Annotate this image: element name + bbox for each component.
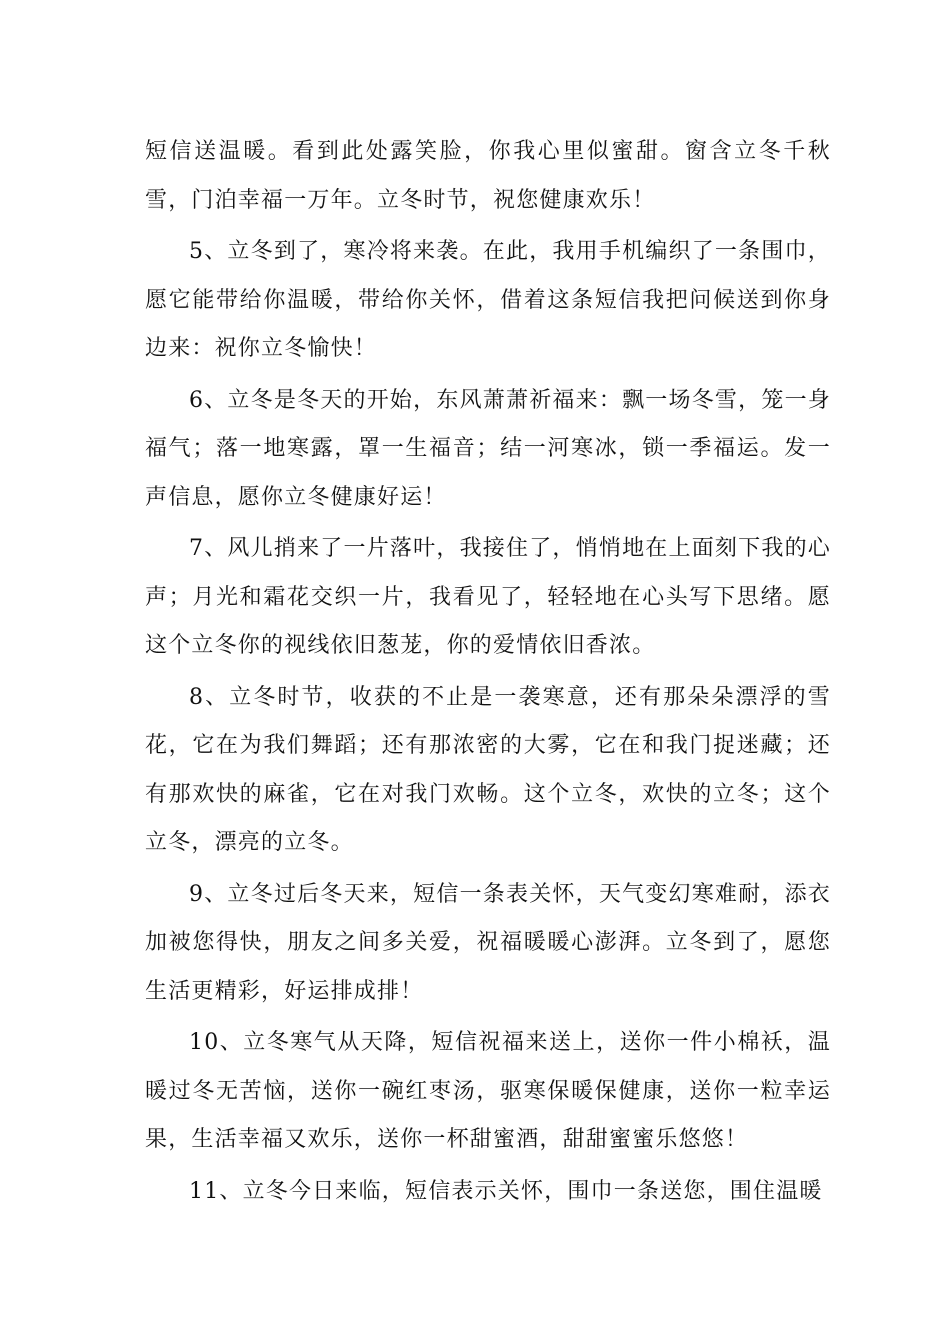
paragraph-item-10: 10、立冬寒气从天降，短信祝福来送上，送你一件小棉袄，温暖过冬无苦恼，送你一碗红枣汤，驱寒保暖保健康，送你一粒幸运果，生活幸福又欢乐，送你一杯甜蜜酒，甜甜蜜蜜乐悠悠！	[145, 1030, 831, 1152]
paragraph-item-6: 6、立冬是冬天的开始，东风萧萧祈福来：飘一场冬雪，笼一身福气；落一地寒露，罩一生福音；结一河寒冰，锁一季福运。发一声信息，愿你立冬健康好运！	[145, 387, 831, 510]
paragraph-item-11: 11、立冬今日来临，短信表示关怀，围巾一条送您，围住温暖	[189, 1178, 823, 1204]
document-body	[145, 128, 831, 1219]
paragraph-item-5: 5、立冬到了，寒冷将来袭。在此，我用手机编织了一条围巾，愿它能带给你温暖，带给你关怀，借着这条短信我把问候送到你身边来：祝你立冬愉快！	[145, 239, 831, 361]
paragraph-item-9: 9、立冬过后冬天来，短信一条表关怀，天气变幻寒难耐，添衣加被您得快，朋友之间多关爱，祝福暖暖心澎湃。立冬到了，愿您生活更精彩，好运排成排！	[145, 881, 831, 1004]
paragraph-item-7: 7、风儿捎来了一片落叶，我接住了，悄悄地在上面刻下我的心声；月光和霜花交织一片，我看见了，轻轻地在心头写下思绪。愿这个立冬你的视线依旧葱茏，你的爱情依旧香浓。	[145, 536, 831, 658]
paragraph-item-8: 8、立冬时节，收获的不止是一袭寒意，还有那朵朵漂浮的雪花，它在为我们舞蹈；还有那浓密的大雾，它在和我门捉迷藏；还有那欢快的麻雀，它在对我门欢畅。这个立冬，欢快的立冬；这个立冬，漂亮的立冬。	[145, 684, 831, 855]
paragraph-continuation: 短信送温暖。看到此处露笑脸，你我心里似蜜甜。窗含立冬千秋雪，门泊幸福一万年。立冬时节，祝您健康欢乐！	[145, 139, 831, 213]
